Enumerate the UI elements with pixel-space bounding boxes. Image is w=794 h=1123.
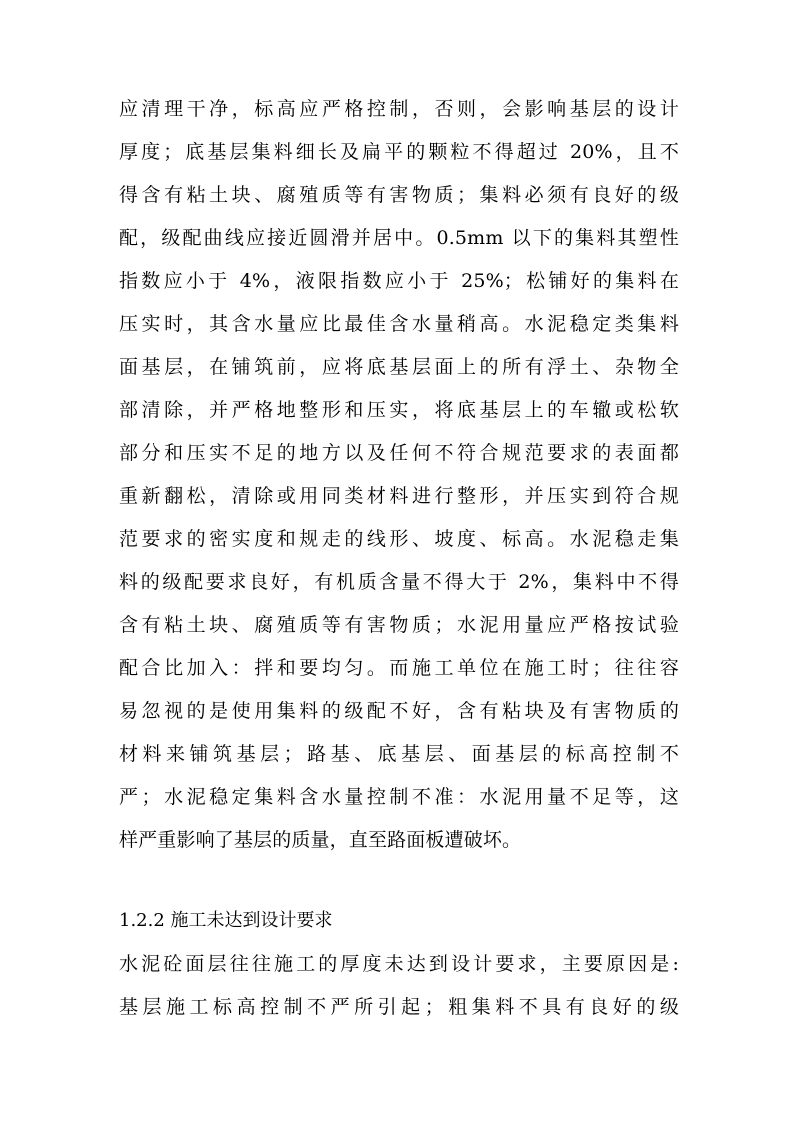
paragraph-line: 重新翻松，清除或用同类材料进行整形，并压实到符合规: [119, 485, 679, 507]
paragraph-line: 得含有粘土块、腐殖质等有害物质；集料必须有良好的级: [119, 184, 679, 206]
paragraph-line: 配合比加入：拌和要均匀。而施工单位在施工时；往往容: [119, 657, 679, 679]
paragraph-line: 部清除，并严格地整形和压实，将底基层上的车辙或松软: [119, 399, 679, 421]
paragraph-line: 部分和压实不足的地方以及任何不符合规范要求的表面都: [119, 442, 679, 464]
paragraph-line: 指数应小于 4%，液限指数应小于 25%；松铺好的集料在: [119, 270, 679, 292]
paragraph-line: 料的级配要求良好，有机质含量不得大于 2%，集料中不得: [119, 571, 679, 593]
paragraph-line: 配，级配曲线应接近圆滑并居中。0.5mm 以下的集料其塑性: [119, 227, 679, 249]
paragraph-line: 水泥砼面层往往施工的厚度未达到设计要求，主要原因是:: [119, 953, 679, 975]
paragraph-line: 含有粘土块、腐殖质等有害物质；水泥用量应严格按试验: [119, 614, 679, 636]
paragraph-line: 严；水泥稳定集料含水量控制不准：水泥用量不足等，这: [119, 786, 679, 808]
paragraph-line: 材料来铺筑基层；路基、底基层、面基层的标高控制不: [119, 743, 679, 765]
paragraph-line: 范要求的密实度和规走的线形、坡度、标高。水泥稳走集: [119, 528, 679, 550]
section-heading: 1.2.2 施工未达到设计要求: [119, 910, 333, 931]
paragraph-line: 应清理干净，标高应严格控制，否则，会影响基层的设计: [119, 98, 679, 120]
paragraph-line: 易忽视的是使用集料的级配不好，含有粘块及有害物质的: [119, 700, 679, 722]
paragraph-line: 厚度；底基层集料细长及扁平的颗粒不得超过 20%，且不: [119, 141, 679, 163]
paragraph-line: 面基层，在铺筑前，应将底基层面上的所有浮土、杂物全: [119, 356, 679, 378]
paragraph-line: 基层施工标高控制不严所引起；粗集料不具有良好的级: [119, 996, 679, 1018]
paragraph-line: 压实时，其含水量应比最佳含水量稍高。水泥稳定类集料: [119, 313, 679, 335]
paragraph-line: 样严重影响了基层的质量，直至路面板遭破坏。: [119, 829, 522, 851]
